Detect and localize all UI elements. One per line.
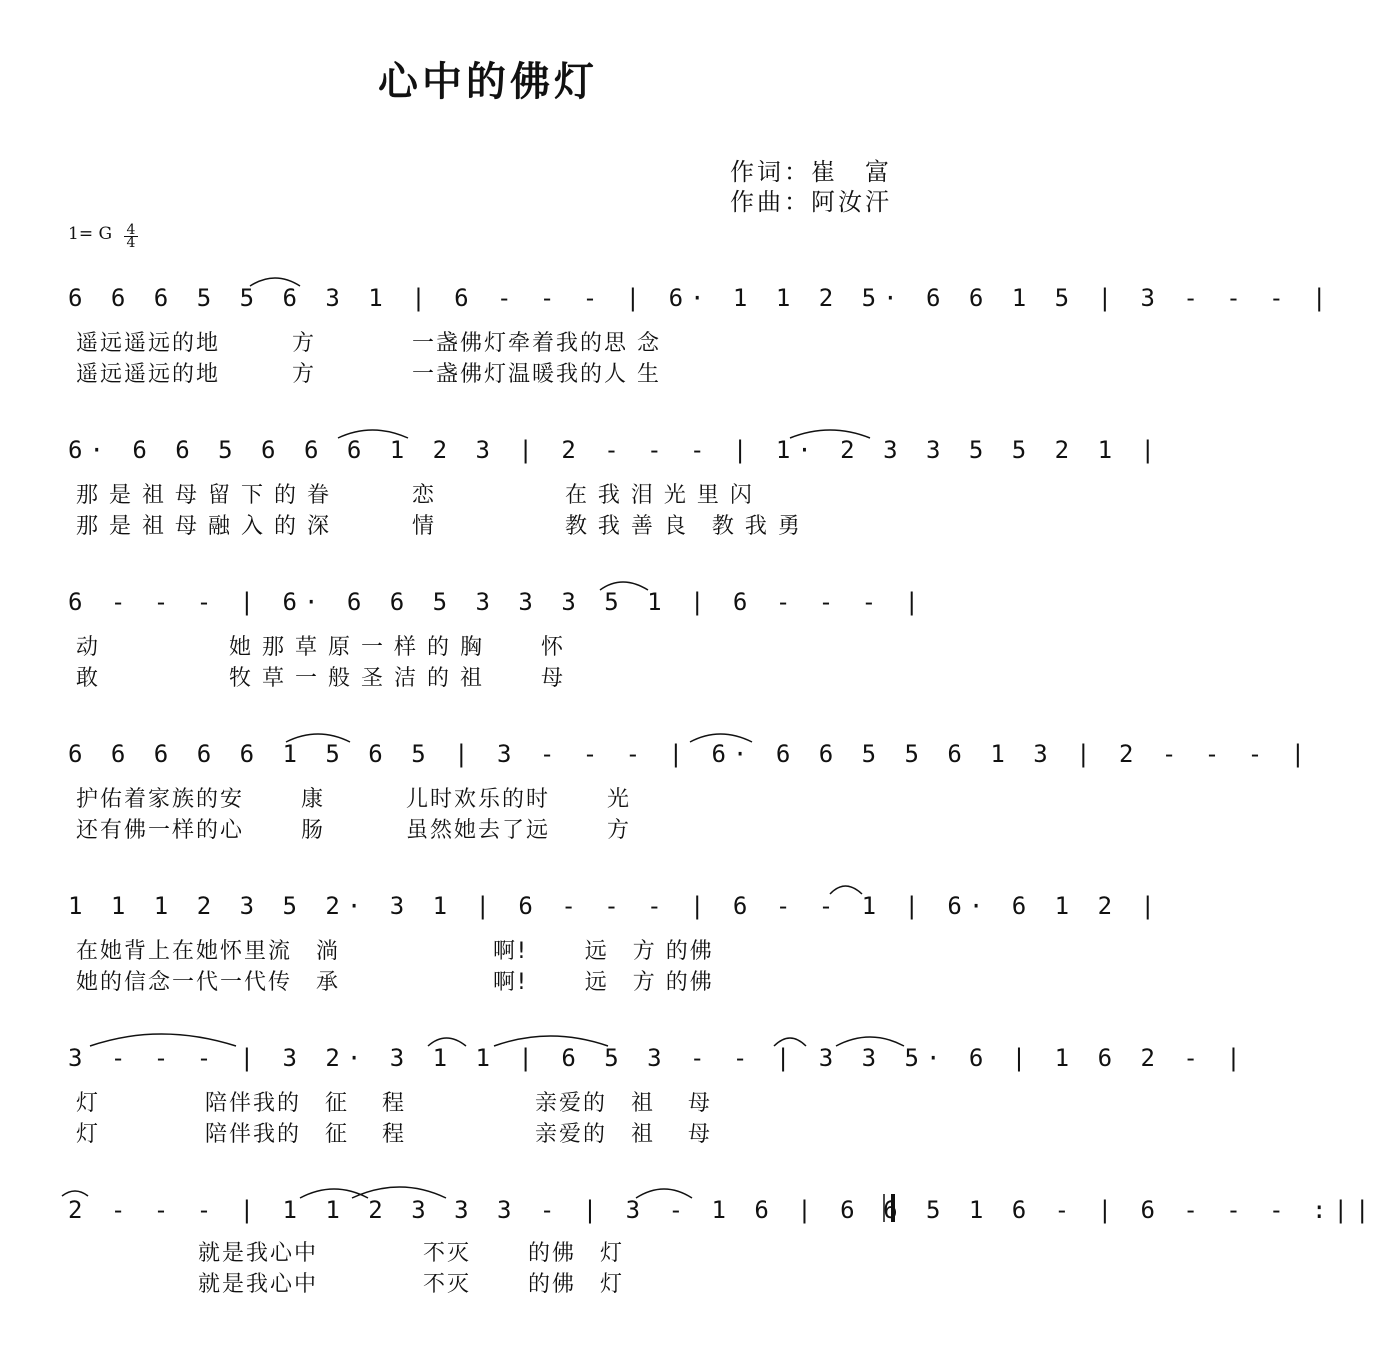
lyric-line-1: 在她背上在她怀里流 淌 啊! 远 方 的佛 xyxy=(76,939,714,964)
lyric-line-2: 那 是 祖 母 融 入 的 深 情 教 我 善 良 教 我 勇 xyxy=(76,514,802,539)
jianpu-notes: 2 - - - | 1 1 2 3 3 3 - | 3 - 1 6 | 6 6 5 1 6 - | 6 - - - :|| xyxy=(68,1196,1376,1224)
jianpu-notes: 1 1 1 2 3 5 2· 3 1 | 6 - - - | 6 - - 1 | 6· 6 1 2 | xyxy=(68,892,1162,920)
lyric-line-2: 她的信念一代一代传 承 啊! 远 方 的佛 xyxy=(76,970,714,995)
lyric-line-2: 就是我心中 不灭 的佛 灯 xyxy=(198,1272,624,1297)
jianpu-notes: 6 6 6 6 6 1 5 6 5 | 3 - - - | 6· 6 6 5 5 6 1 3 | 2 - - - | xyxy=(68,740,1313,768)
time-signature xyxy=(122,224,140,249)
lyric-line-2: 还有佛一样的心 肠 虽然她去了远 方 xyxy=(76,818,631,843)
composer-credit: 作曲：阿汝汗 xyxy=(730,188,892,216)
lyric-line-2: 灯 陪伴我的 征 程 亲爱的 祖 母 xyxy=(76,1122,712,1147)
key-signature: 1= G xyxy=(68,224,113,244)
jianpu-notes: 6· 6 6 5 6 6 6 1 2 3 | 2 - - - | 1· 2 3 3 5 5 2 1 | xyxy=(68,436,1162,464)
jianpu-notes: 3 - - - | 3 2· 3 1 1 | 6 5 3 - - | 3 3 5· 6 | 1 6 2 - | xyxy=(68,1044,1248,1072)
lyric-line-1: 灯 陪伴我的 征 程 亲爱的 祖 母 xyxy=(76,1091,712,1116)
lyricist-credit: 作词：崔 富 xyxy=(730,158,892,186)
lyric-line-1: 那 是 祖 母 留 下 的 眷 恋 在 我 泪 光 里 闪 xyxy=(76,483,754,508)
time-signature-bottom: 4 xyxy=(126,235,136,251)
jianpu-notes: 6 6 6 5 5 6 3 1 | 6 - - - | 6· 1 1 2 5· 6 6 1 5 | 3 - - - | xyxy=(68,284,1334,312)
lyric-line-1: 就是我心中 不灭 的佛 灯 xyxy=(198,1241,624,1266)
jianpu-notes: 6 - - - | 6· 6 6 5 3 3 3 5 1 | 6 - - - | xyxy=(68,588,926,616)
lyric-line-1: 动 她 那 草 原 一 样 的 胸 怀 xyxy=(76,635,565,660)
lyric-line-2: 敢 牧 草 一 般 圣 洁 的 祖 母 xyxy=(76,666,565,691)
time-signature-top: 4 xyxy=(126,222,136,238)
lyric-line-2: 遥远遥远的地 方 一盏佛灯温暖我的人 生 xyxy=(76,362,661,387)
lyric-line-1: 护佑着家族的安 康 儿时欢乐的时 光 xyxy=(76,787,631,812)
song-title: 心中的佛灯 xyxy=(378,59,598,105)
lyric-line-1: 遥远遥远的地 方 一盏佛灯牵着我的思 念 xyxy=(76,331,661,356)
